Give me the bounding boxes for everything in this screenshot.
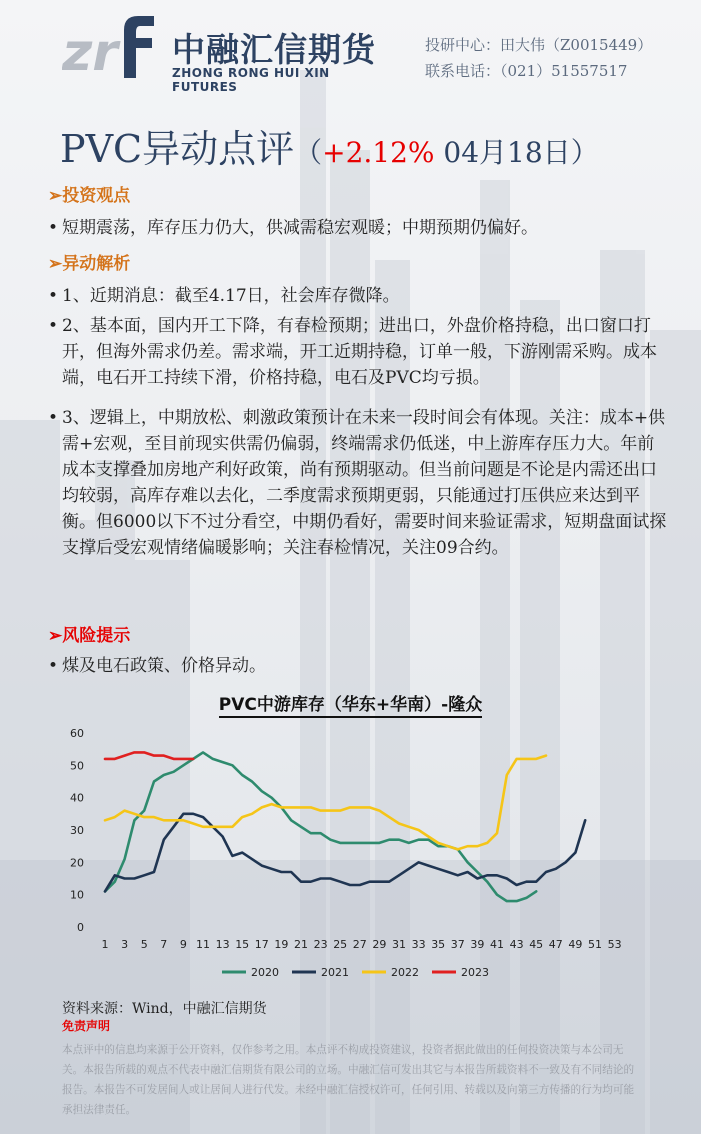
x-tick-label: 23 (313, 938, 328, 951)
title-open: （ (294, 136, 323, 169)
chart-title-text: PVC中游库存（华东+华南）-隆众 (219, 695, 482, 718)
x-tick-label: 31 (392, 938, 406, 951)
x-tick-label: 33 (411, 938, 426, 951)
y-tick-label: 40 (70, 791, 84, 805)
section-analysis: ➢异动解析 (48, 254, 131, 274)
section-investment-view: ➢投资观点 (48, 186, 131, 206)
legend-label-2020: 2020 (251, 966, 279, 979)
x-tick-label: 25 (333, 938, 348, 951)
title-main: PVC异动点评 (60, 127, 295, 171)
data-source: 资料来源：Wind，中融汇信期货 (62, 1001, 267, 1017)
x-tick-label: 15 (235, 938, 250, 951)
x-tick-label: 3 (121, 938, 129, 951)
price-change: +2.12% (322, 136, 435, 169)
svg-text:zr: zr (62, 23, 118, 82)
y-tick-label: 0 (77, 921, 84, 934)
x-tick-label: 9 (179, 938, 187, 951)
x-tick-label: 29 (372, 938, 387, 951)
brand-name-en: ZHONG RONG HUI XIN FUTURES (172, 66, 330, 94)
analyst-info: 投研中心：田大伟（Z0015449） (425, 36, 653, 54)
series-line-2021 (105, 814, 585, 892)
y-tick-label: 30 (70, 824, 84, 837)
bullet: • (48, 218, 59, 238)
x-tick-label: 43 (509, 938, 524, 951)
x-tick-label: 45 (529, 938, 544, 951)
bullet: • (48, 316, 59, 336)
x-tick-label: 7 (160, 938, 168, 951)
x-tick-label: 1 (101, 938, 109, 951)
bullet: • (48, 286, 59, 306)
x-tick-label: 41 (490, 938, 504, 951)
title-date: 04月18日） (434, 136, 599, 169)
analysis-text-1: 1、近期消息：截至4.17日，社会库存微降。 (62, 286, 400, 306)
view-text: 短期震荡，库存压力仍大，供减需稳宏观暖；中期预期仍偏好。 (62, 218, 538, 238)
x-tick-label: 49 (568, 938, 583, 951)
x-tick-label: 13 (215, 938, 230, 951)
legend-label-2023: 2023 (461, 966, 489, 979)
disclaimer-title: 免责声明 (62, 1019, 111, 1033)
analysis-text-3: 3、逻辑上，中期放松、刺激政策预计在未来一段时间会有体现。关注：成本+供需+宏观，至目前现实供需仍偏弱，终端需求仍低迷，中上游库存压力大。年前成本支撑叠加房地产利好政策，尚有预期驱动。但当前问题是不论是内需还出口均较弱，高库存难以去化，二季度需求预期更弱，只能通过打压供应来达到平衡。但6000以下不过分看空，中期仍看好，需要时间来验证需求，短期盘面试探支撑后受宏观情绪偏暖影响；关注春检情况，关注09合约。 (62, 408, 667, 558)
series-line-2023 (105, 752, 193, 759)
disclaimer-text: 本点评中的信息均来源于公开资料，仅作参考之用。本点评不构成投资建议，投资者据此做出的任何投资决策与本公司无关。本报告所载的观点不代表中融汇信期货有限公司的立场。中融汇信可发出其它与本报告所载资料不一致及有不同结论的报告。本报告不可发居间人或让居间人进行代发。未经中融汇信授权许可，任何引用、转载以及向第三方传播的行为均可能承担法律责任。 (62, 1044, 635, 1116)
section-risk: ➢风险提示 (48, 626, 131, 646)
x-tick-label: 37 (450, 938, 465, 951)
phone-info: 联系电话：（021）51557517 (425, 62, 628, 80)
bullet: • (48, 656, 59, 676)
x-tick-label: 27 (352, 938, 367, 951)
y-tick-label: 20 (70, 856, 84, 870)
analysis-text-2: 2、基本面，国内开工下降，有春检预期；进出口，外盘价格持稳，出口窗口打开，但海外需求仍差。需求端，开工近期持稳，订单一般，下游刚需采购。成本端，电石开工持续下滑，价格持稳，电石及PVC均亏损。 (62, 316, 657, 388)
x-tick-label: 17 (254, 938, 269, 951)
legend-label-2021: 2021 (321, 966, 349, 979)
risk-text: 煤及电石政策、价格异动。 (62, 656, 266, 676)
bullet: • (48, 408, 59, 428)
x-tick-label: 51 (588, 938, 602, 951)
legend-label-2022: 2022 (391, 966, 419, 979)
x-tick-label: 35 (431, 938, 446, 951)
y-tick-label: 60 (70, 727, 84, 740)
x-tick-label: 5 (140, 938, 148, 951)
x-tick-label: 11 (196, 938, 210, 951)
x-tick-label: 39 (470, 938, 485, 951)
y-tick-label: 50 (70, 759, 84, 773)
x-tick-label: 53 (607, 938, 622, 951)
x-tick-label: 47 (548, 938, 563, 951)
y-tick-label: 10 (70, 888, 84, 902)
x-tick-label: 19 (274, 938, 289, 951)
x-tick-label: 21 (294, 938, 308, 951)
brand-name-cn: 中融汇信期货 (172, 30, 376, 69)
